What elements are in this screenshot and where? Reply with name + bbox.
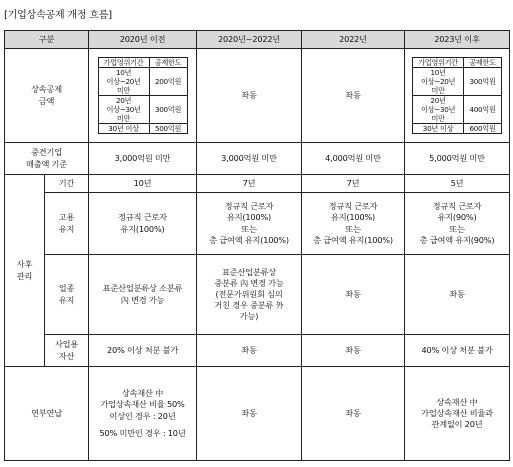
asset-col2: 좌동 bbox=[197, 335, 302, 367]
sales-label: 중견기업 매출액 기준 bbox=[5, 143, 89, 175]
installment-col4: 상속재산 中 가업상속재산 비율과 관계없이 20년 bbox=[405, 367, 510, 461]
post-mgmt-label: 사후 관리 bbox=[5, 175, 45, 367]
sales-col3: 4,000억원 미만 bbox=[302, 143, 405, 175]
installment-col3: 좌동 bbox=[302, 367, 405, 461]
period-col2: 7년 bbox=[197, 175, 302, 193]
amount-label: 상속공제 금액 bbox=[5, 49, 89, 143]
employment-col4: 정규직 근로자 유지(90%) 또는 총 급여액 유지(90%) bbox=[405, 193, 510, 255]
header-gubun: 구분 bbox=[5, 31, 89, 49]
asset-col3: 좌동 bbox=[302, 335, 405, 367]
period-col1: 10년 bbox=[89, 175, 197, 193]
employment-col2: 정규직 근로자 유지(100%) 또는 총 급여액 유지(100%) bbox=[197, 193, 302, 255]
installment-row bbox=[5, 367, 510, 461]
employment-label: 고용 유지 bbox=[45, 193, 89, 255]
asset-col4: 40% 이상 처분 불가 bbox=[405, 335, 510, 367]
header-col2: 2020년~2022년 bbox=[197, 31, 302, 49]
business-label: 업종 유지 bbox=[45, 255, 89, 335]
period-col4: 5년 bbox=[405, 175, 510, 193]
installment-col1: 상속재산 中 가업상속재산 비율 50% 이상인 경우 : 20년 50% 미만인 경우 : 10년 bbox=[89, 367, 197, 461]
amount-row bbox=[5, 49, 510, 143]
business-col1: 표준산업분류상 소분류 內 변경 가능 bbox=[89, 255, 197, 335]
header-col3: 2022년 bbox=[302, 31, 405, 49]
amount-col3: 좌동 bbox=[302, 49, 405, 143]
business-col4: 좌동 bbox=[405, 255, 510, 335]
amount-2020-cell bbox=[89, 49, 197, 143]
period-col3: 7년 bbox=[302, 175, 405, 193]
header-row bbox=[5, 31, 510, 49]
business-col2: 표준산업분류상 중분류 內 변경 가능 (전문가위원회 심의 거친 경우 중분류 外 가능) bbox=[197, 255, 302, 335]
business-col3: 좌동 bbox=[302, 255, 405, 335]
sales-row bbox=[5, 143, 510, 175]
employment-col3: 정규직 근로자 유지(100%) 또는 총 급여액 유지(100%) bbox=[302, 193, 405, 255]
amount-col2: 좌동 bbox=[197, 49, 302, 143]
header-col4: 2023년 이후 bbox=[405, 31, 510, 49]
page-title: [기업상속공제 개정 흐름] bbox=[4, 10, 112, 21]
limit-table-2020: 가업영위기간 공제한도 10년 이상~20년 미만 200억원 20년 이상~30년 미만 300억원 30년 이상 500억원 bbox=[98, 57, 188, 134]
sales-col2: 3,000억원 미만 bbox=[197, 143, 302, 175]
installment-col2: 좌동 bbox=[197, 367, 302, 461]
header-col1: 2020년 이전 bbox=[89, 31, 197, 49]
business-row bbox=[5, 255, 510, 335]
sales-col1: 3,000억원 미만 bbox=[89, 143, 197, 175]
amount-2023-cell bbox=[405, 49, 510, 143]
reform-table bbox=[4, 30, 510, 461]
period-label: 기간 bbox=[45, 175, 89, 193]
employment-col1: 정규직 근로자 유지(100%) bbox=[89, 193, 197, 255]
sales-col4: 5,000억원 미만 bbox=[405, 143, 510, 175]
employment-row bbox=[5, 193, 510, 255]
limit-table-2023: 가업영위기간 공제한도 10년 이상~20년 미만 300억원 20년 이상~30년 미만 400억원 30년 이상 600억원 bbox=[412, 57, 502, 134]
asset-label: 사업용 자산 bbox=[45, 335, 89, 367]
asset-row bbox=[5, 335, 510, 367]
period-row bbox=[5, 175, 510, 193]
asset-col1: 20% 이상 처분 불가 bbox=[89, 335, 197, 367]
installment-label: 연부연납 bbox=[5, 367, 89, 461]
